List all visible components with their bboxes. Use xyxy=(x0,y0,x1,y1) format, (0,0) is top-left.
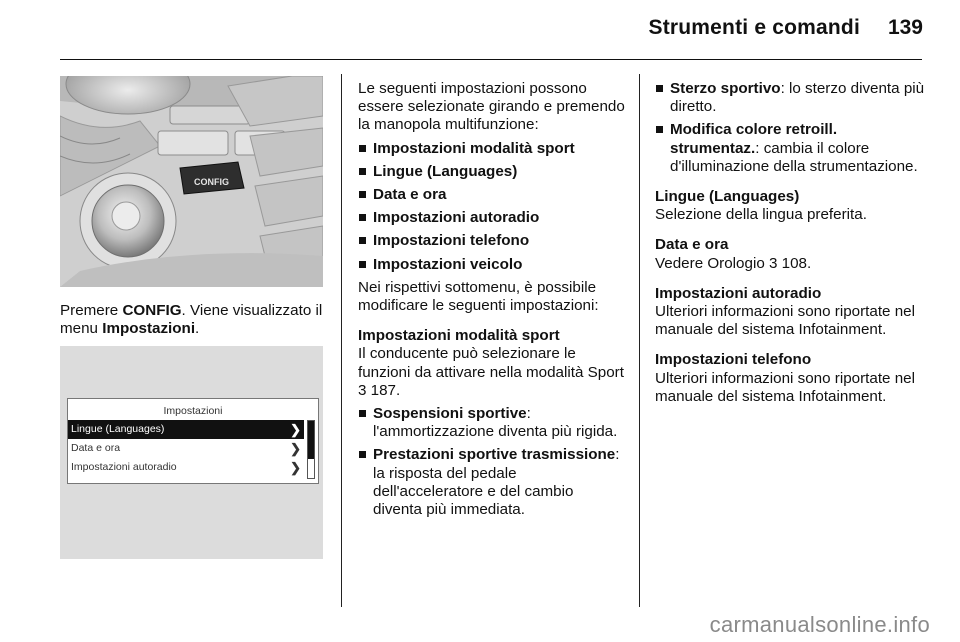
menu-item-languages[interactable]: Lingue (Languages) ❯ xyxy=(68,420,304,439)
list-item: Impostazioni veicolo xyxy=(358,256,626,274)
section-heading-languages: Lingue (Languages) xyxy=(655,188,800,206)
sport-description: Il conducente può selezionare le funzioni da attivare nella modalità Sport 3 187. xyxy=(358,345,624,399)
list-item: Data e ora xyxy=(358,186,626,204)
scrollbar[interactable] xyxy=(307,420,315,479)
sport-list-continued xyxy=(655,80,925,176)
list-item: Modifica colore retroill. strumentaz.: cambia il colore d'illuminazione della strumentazione. xyxy=(655,121,925,176)
radio-text: Ulteriori informazioni sono riportate nel manuale del sistema Infotainment. xyxy=(655,303,915,339)
date-text: Vedere Orologio 3 108. xyxy=(655,254,812,272)
settings-menu xyxy=(67,398,319,484)
config-button-photo xyxy=(60,76,323,287)
section-heading-sport: Impostazioni modalità sport xyxy=(358,327,560,345)
column-3 xyxy=(655,80,925,406)
column-2 xyxy=(358,80,626,519)
settings-intro: Le seguenti impostazioni possono essere selezionate girando e premendo la manopola multifunzione: xyxy=(358,80,625,134)
list-item: Prestazioni sportive trasmissione: la risposta del pedale dell'acceleratore e del cambio diventa più immediata. xyxy=(358,446,626,519)
section-heading-radio: Impostazioni autoradio xyxy=(655,284,822,302)
list-item: Lingue (Languages) xyxy=(358,163,626,181)
list-item: Impostazioni autoradio xyxy=(358,209,626,227)
menu-item-radio-settings[interactable]: Impostazioni autoradio ❯ xyxy=(71,460,301,475)
list-item: Sospensioni sportive: l'ammortizzazione diventa più rigida. xyxy=(358,405,626,441)
list-item: Sterzo sportivo: lo sterzo diventa più diretto. xyxy=(655,80,925,116)
languages-text: Selezione della lingua preferita. xyxy=(655,206,867,224)
config-button-label: CONFIG xyxy=(194,177,229,187)
column-divider-1 xyxy=(341,74,342,607)
submenu-intro: Nei rispettivi sottomenu, è possibile modificare le seguenti impostazioni: xyxy=(358,278,599,315)
watermark: carmanualsonline.info xyxy=(709,612,930,637)
list-item: Impostazioni modalità sport xyxy=(358,140,626,158)
page-header-title: Strumenti e comandi xyxy=(648,16,860,39)
page-ref: 3 187. xyxy=(358,381,401,399)
list-item: Impostazioni telefono xyxy=(358,232,626,250)
page-number: 139 xyxy=(887,16,923,39)
chevron-right-icon: ❯ xyxy=(290,441,301,456)
display-screenshot xyxy=(60,346,323,559)
menu-item-date-time[interactable]: Data e ora ❯ xyxy=(71,441,301,456)
caption-intro: Premere CONFIG. Viene visualizzato il menu Impostazioni. xyxy=(60,302,323,338)
chevron-right-icon: ❯ xyxy=(290,460,301,475)
menu-title: Impostazioni xyxy=(163,405,223,417)
sport-list xyxy=(358,405,626,519)
section-heading-phone: Impostazioni telefono xyxy=(655,351,812,369)
section-heading-date: Data e ora xyxy=(655,236,729,254)
settings-list xyxy=(358,140,626,274)
column-divider-2 xyxy=(639,74,640,607)
header-divider xyxy=(60,59,922,60)
phone-text: Ulteriori informazioni sono riportate nel manuale del sistema Infotainment. xyxy=(655,369,915,405)
scrollbar-thumb[interactable] xyxy=(308,421,314,459)
chevron-right-icon: ❯ xyxy=(290,422,301,437)
